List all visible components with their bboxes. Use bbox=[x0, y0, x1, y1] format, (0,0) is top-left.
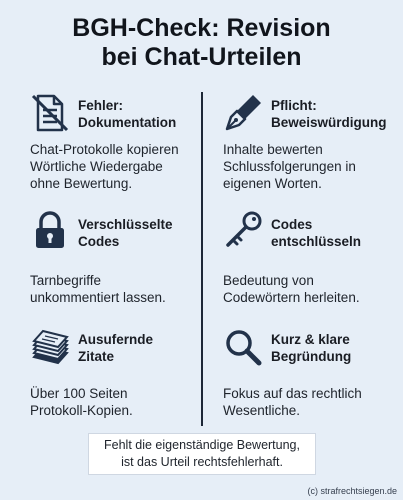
padlock-icon bbox=[30, 210, 70, 250]
copyright-credit: (c) strafrechtsiegen.de bbox=[307, 486, 397, 496]
right-cell-reasoning bbox=[223, 327, 403, 427]
heading-reasoning: Kurz & klare Begründung bbox=[271, 332, 352, 364]
heading-documentation: Fehler: Dokumentation bbox=[78, 98, 177, 130]
desc-assessment: Inhalte bewerten Schlussfolgerungen in eigenen Worten. bbox=[223, 142, 356, 191]
conclusion-box bbox=[88, 433, 316, 475]
key-icon bbox=[223, 210, 263, 250]
conclusion-line-2: ist das Urteil rechtsfehlerhaft. bbox=[121, 454, 283, 469]
crossed-document-icon bbox=[30, 93, 70, 133]
desc-quotes: Über 100 Seiten Protokoll-Kopien. bbox=[30, 386, 133, 418]
left-cell-codes bbox=[30, 210, 210, 310]
desc-documentation: Chat-Protokolle kopieren Wörtliche Wiedergabe ohne Bewertung. bbox=[30, 142, 179, 191]
heading-decode: Codes entschlüsseln bbox=[271, 217, 362, 249]
heading-quotes: Ausufernde Zitate bbox=[78, 332, 154, 364]
left-cell-documentation bbox=[30, 93, 210, 203]
conclusion-line-1: Fehlt die eigenständige Bewertung, bbox=[104, 438, 300, 452]
right-cell-assessment bbox=[223, 93, 403, 203]
paper-stack-icon bbox=[30, 327, 70, 367]
left-cell-quotes bbox=[30, 327, 210, 427]
fountain-pen-icon bbox=[223, 93, 263, 133]
heading-codes: Verschlüsselte Codes bbox=[78, 217, 173, 249]
desc-codes: Tarnbegriffe unkommentiert lassen. bbox=[30, 273, 166, 305]
title-line-1: BGH-Check: Revision bbox=[72, 14, 331, 42]
right-cell-decode bbox=[223, 210, 403, 310]
title-line-2: bei Chat-Urteilen bbox=[101, 43, 302, 71]
desc-reasoning: Fokus auf das rechtlich Wesentliche. bbox=[223, 386, 362, 418]
desc-decode: Bedeutung von Codewörtern herleiten. bbox=[223, 273, 360, 305]
magnifier-icon bbox=[223, 327, 263, 367]
page-title bbox=[0, 14, 403, 72]
heading-assessment: Pflicht: Beweiswürdigung bbox=[271, 98, 387, 130]
